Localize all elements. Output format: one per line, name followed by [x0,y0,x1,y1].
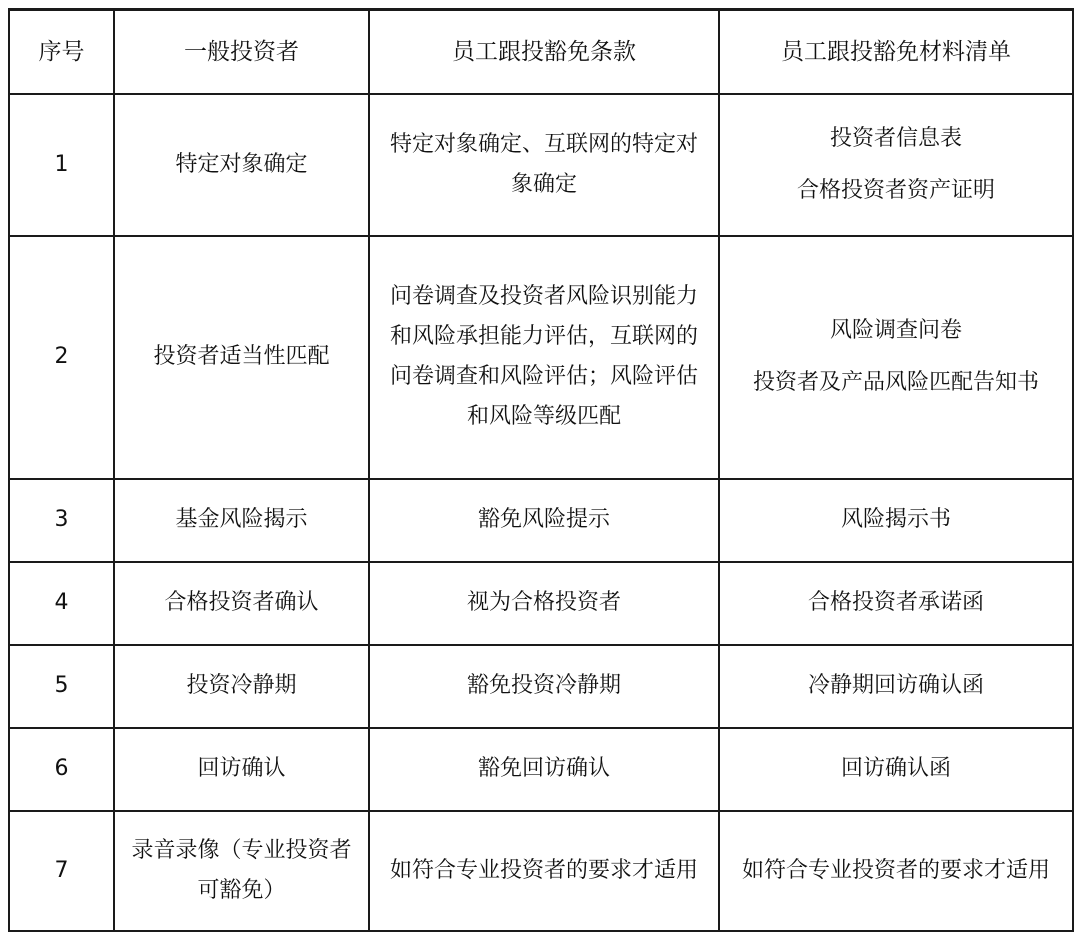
material-item: 风险揭示书 [840,507,951,532]
row-serial: 2 [9,236,114,479]
header-exemption-clause: 员工跟投豁免条款 [369,10,719,94]
material-item: 合格投资者资产证明 [796,177,995,203]
header-serial: 序号 [9,10,114,94]
row-materials [719,562,1073,645]
material-item: 投资者及产品风险匹配告知书 [752,370,1039,395]
row-exemption-clause: 豁免投资冷静期 [369,645,719,728]
table-row [9,94,1073,236]
table-row [9,728,1073,811]
row-materials [719,479,1073,562]
row-exemption-clause: 问卷调查及投资者风险识别能力和风险承担能力评估，互联网的问卷调查和风险评估；风险评估和风险等级匹配 [369,236,719,479]
row-serial: 4 [9,562,114,645]
row-materials [719,94,1073,236]
material-item: 如符合专业投资者的要求才适用 [741,857,1050,883]
material-item: 风险调查问卷 [829,318,962,343]
material-item: 合格投资者承诺函 [807,590,984,615]
row-serial: 7 [9,811,114,931]
row-serial: 3 [9,479,114,562]
table-header-row [9,10,1073,94]
row-general-item: 投资者适当性匹配 [114,236,369,479]
row-general-item: 基金风险揭示 [114,479,369,562]
row-general-item: 录音录像（专业投资者可豁免） [114,811,369,931]
table-row [9,645,1073,728]
table-row [9,562,1073,645]
material-item: 投资者信息表 [829,125,962,151]
row-general-item: 特定对象确定 [114,94,369,236]
row-exemption-clause: 特定对象确定、互联网的特定对象确定 [369,94,719,236]
row-general-item: 投资冷静期 [114,645,369,728]
row-exemption-clause: 如符合专业投资者的要求才适用 [369,811,719,931]
row-exemption-clause: 豁免回访确认 [369,728,719,811]
header-general-investor: 一般投资者 [114,10,369,94]
row-materials [719,236,1073,479]
material-item: 回访确认函 [840,756,951,781]
exemption-table [8,8,1074,932]
row-serial: 6 [9,728,114,811]
row-materials [719,645,1073,728]
row-exemption-clause: 豁免风险提示 [369,479,719,562]
row-exemption-clause: 视为合格投资者 [369,562,719,645]
row-general-item: 回访确认 [114,728,369,811]
material-item: 冷静期回访确认函 [807,673,984,698]
header-material-list: 员工跟投豁免材料清单 [719,10,1073,94]
table-row [9,479,1073,562]
row-materials [719,728,1073,811]
table-row [9,236,1073,479]
row-general-item: 合格投资者确认 [114,562,369,645]
row-materials [719,811,1073,931]
row-serial: 5 [9,645,114,728]
row-serial: 1 [9,94,114,236]
table-row [9,811,1073,931]
